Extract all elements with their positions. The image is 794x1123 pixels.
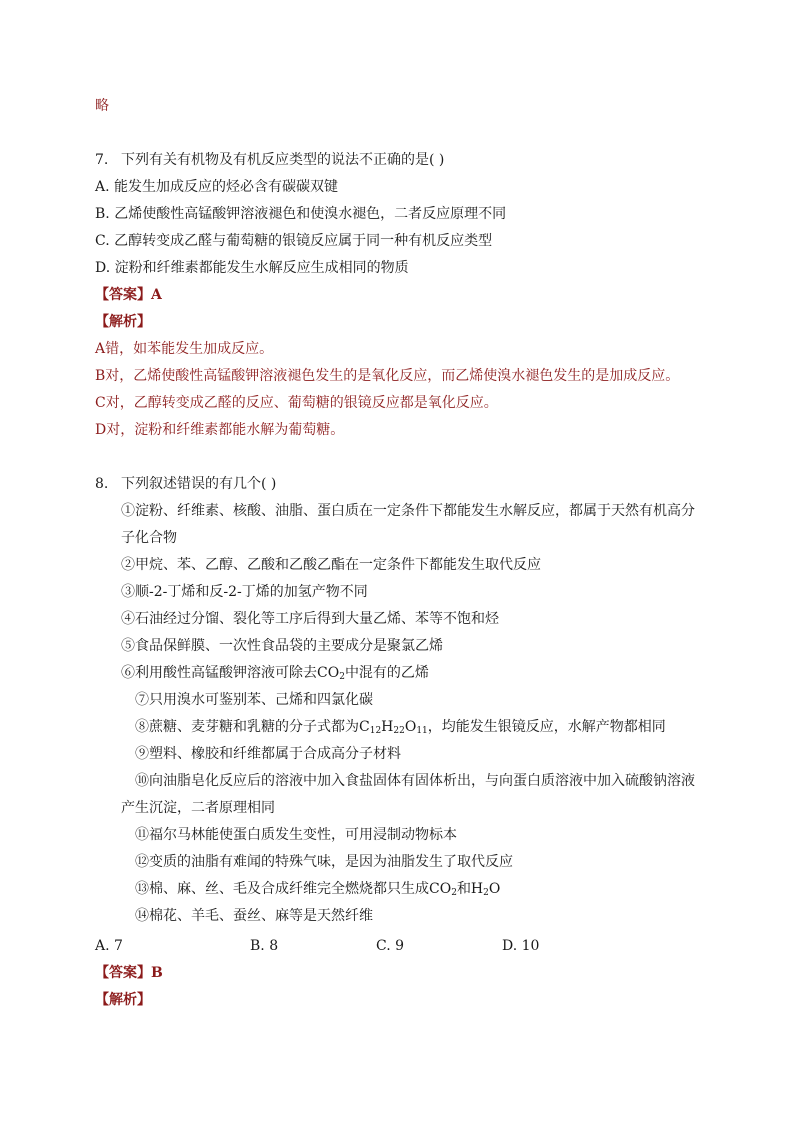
q8-item-11: ⑪福尔马林能使蛋白质发生变性，可用浸制动物标本 [135,827,457,843]
q8-item-12: ⑫变质的油脂有难闻的特殊气味，是因为油脂发生了取代反应 [135,854,513,870]
q8-item-8 [135,718,666,740]
q7-option-b: B. 乙烯使酸性高锰酸钾溶液褪色和使溴水褪色，二者反应原理不同 [95,206,507,222]
q8-choice-c: C. 9 [376,938,405,954]
q7-answer-label: 【答案】 [95,287,151,303]
q7-answer [95,286,162,304]
q8-item-13-sub-1: 2 [451,888,457,898]
q7-number: 7. [95,152,109,168]
q8-item-8-text: ⑧蔗糖、麦芽糖和乳糖的分子式都为C [135,719,370,735]
q8-item-8-sub-3: 11 [416,726,428,736]
top-note: 略 [95,98,109,114]
q8-item-9: ⑨塑料、橡胶和纤维都属于合成高分子材料 [135,746,401,762]
q8-item-10: ⑩向油脂皂化反应后的溶液中加入食盐固体有固体析出，与向蛋白质溶液中加入硫酸钠溶液 [135,773,695,789]
q8-item-1: ①淀粉、纤维素、核酸、油脂、蛋白质在一定条件下都能发生水解反应，都属于天然有机高分 [121,503,695,519]
q8-choice-d: D. 10 [502,938,540,954]
q8-item-13 [135,880,500,902]
q7-analysis-b: B对，乙烯使酸性高锰酸钾溶液褪色发生的是氧化反应，而乙烯使溴水褪色发生的是加成反应。 [95,368,680,384]
q8-item-8-sub-2: 22 [393,726,405,736]
q8-item-7: ⑦只用溴水可鉴别苯、己烯和四氯化碳 [135,692,373,708]
q8-item-6-subscript: 2 [339,672,345,682]
q7-analysis-a: A错，如苯能发生加成反应。 [95,341,274,357]
q7-analysis-d: D对，淀粉和纤维素都能水解为葡萄糖。 [95,422,345,438]
q8-answer-label: 【答案】 [95,965,151,981]
q7-option-c: C. 乙醇转变成乙醛与葡萄糖的银镜反应属于同一种有机反应类型 [95,233,493,249]
q8-analysis-label: 【解析】 [95,992,151,1008]
q8-choice-a: A. 7 [95,938,123,954]
q8-item-5: ⑤食品保鲜膜、一次性食品袋的主要成分是聚氯乙烯 [121,638,443,654]
q8-item-3: ③顺-2-丁烯和反-2-丁烯的加氢产物不同 [121,584,368,600]
q8-item-8-tail: ，均能发生银镜反应，水解产物都相同 [427,719,666,735]
q8-item-8-h: H [381,719,394,735]
q7-answer-value: A [151,287,162,303]
q8-answer [95,964,163,982]
q8-item-10-cont: 产生沉淀，二者原理相同 [121,800,275,816]
q8-item-6-tail: 中混有的乙烯 [344,665,429,681]
q8-item-13-tail: O [488,881,501,897]
q8-choice-b: B. 8 [250,938,279,954]
q7-analysis-c: C对，乙醇转变成乙醛的反应、葡萄糖的银镜反应都是氧化反应。 [95,395,498,411]
q8-number: 8. [95,476,109,492]
q8-item-13-sub-2: 2 [483,888,489,898]
q8-item-4: ④石油经过分馏、裂化等工序后得到大量乙烯、苯等不饱和烃 [121,611,499,627]
q8-item-6 [121,664,429,686]
q7-analysis-label: 【解析】 [95,314,151,330]
q8-stem: 下列叙述错误的有几个( ) [121,476,277,492]
q8-item-6-text: ⑥利用酸性高锰酸钾溶液可除去CO [121,665,340,681]
q8-item-8-o: O [404,719,417,735]
q8-item-1-cont: 子化合物 [121,530,177,546]
q7-option-d: D. 淀粉和纤维素都能发生水解反应生成相同的物质 [95,260,409,276]
q8-item-2: ②甲烷、苯、乙醇、乙酸和乙酸乙酯在一定条件下都能发生取代反应 [121,557,541,573]
q8-answer-value: B [151,965,163,981]
q8-item-14: ⑭棉花、羊毛、蚕丝、麻等是天然纤维 [135,908,373,924]
q8-item-13-text: ⑬棉、麻、丝、毛及合成纤维完全燃烧都只生成CO [135,881,452,897]
q7-option-a: A. 能发生加成反应的烃必含有碳碳双键 [95,179,339,195]
q8-item-8-sub-1: 12 [369,726,382,736]
q7-stem: 下列有关有机物及有机反应类型的说法不正确的是( ) [121,152,445,168]
q8-item-13-mid: 和H [456,881,484,897]
